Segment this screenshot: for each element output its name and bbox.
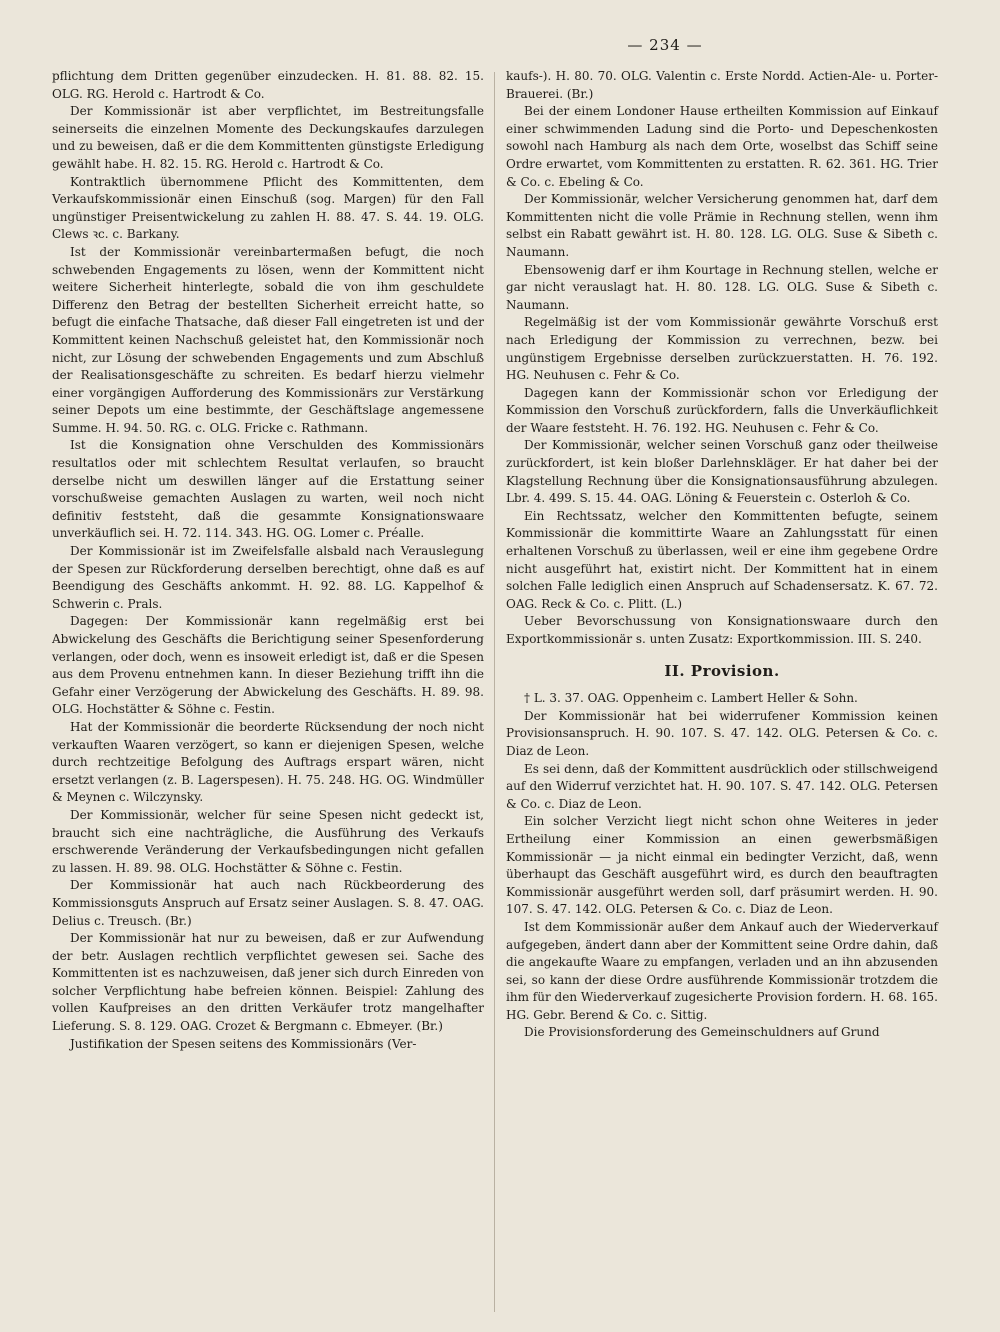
column-divider: [494, 72, 495, 1312]
paragraph: Regelmäßig ist der vom Kommissionär gewährte Vorschuß erst nach Erledigung der Kommission zu verrechnen, bezw. bei ungünstigem Ergebnisse derselben zurückzuerstatten. H. 76. 192. HG. Neuhusen c. Fehr & Co.: [506, 315, 938, 383]
paragraph: Ueber Bevorschussung von Konsignationswaare durch den Exportkommissionär s. unten Zusatz: Exportkommission. III. S. 240.: [506, 614, 938, 646]
paragraph: Ist die Konsignation ohne Verschulden des Kommissionärs resultatlos oder mit schlechtem Resultat verlaufen, so braucht derselbe nicht um deswillen länger auf die Erstattung seiner vorschußweise gemachten Auslagen zu warten, weil noch nicht definitiv feststeht, daß die gesammte Konsignationswaare unverkäuflich sei. H. 72. 114. 343. HG. OG. Lomer c. Préalle.: [52, 438, 484, 541]
section-heading: II. Provision.: [664, 661, 780, 680]
paragraph: Ebensowenig darf er ihm Kourtage in Rechnung stellen, welche er gar nicht verauslagt hat. H. 80. 128. LG. OLG. Suse & Sibeth c. Naumann.: [506, 262, 938, 312]
paragraph: Justifikation der Spesen seitens des Kommissionärs (Ver-: [70, 1036, 417, 1051]
paragraph: Der Kommissionär, welcher seinen Vorschuß ganz oder theilweise zurückfordert, ist kein bloßer Darlehnskläger. Er hat daher bei der Klagstellung Rechnung über die Konsignationsausführung abzulegen. Lbr. 4. 499. S. 15. 44. OAG. Löning & Feuerstein c. Osterloh & Co.: [506, 438, 938, 506]
paragraph: Ist dem Kommissionär außer dem Ankauf auch der Wiederverkauf aufgegeben, ändert dann aber der Kommittent seine Ordre dahin, daß die angekaufte Waare zu empfangen, verladen und an ihn abzusenden sei, so kann der diese Ordre ausführende Kommissionär trotzdem die ihm für den Wiederverkauf zugesicherte Provision fordern. H. 68. 165. HG. Gebr. Berend & Co. c. Sittig.: [506, 919, 938, 1022]
paragraph: Ein Rechtssatz, welcher den Kommittenten befugte, seinem Kommissionär die kommittirte Waare an Zahlungsstatt für einen erhaltenen Vorschuß zu überlassen, weil er eine ihm gegebene Ordre nicht ausgeführt hat, existirt nicht. Der Kommittent hat in einem solchen Falle lediglich einen Anspruch auf Schadensersatz. K. 67. 72. OAG. Reck & Co. c. Plitt. (L.): [506, 508, 938, 611]
paragraph: Bei der einem Londoner Hause ertheilten Kommission auf Einkauf einer schwimmenden Ladung sind die Porto- und Depeschenkosten sowohl nach Hamburg als nach dem Orte, woselbst das Schiff seine Ordre erwartet, vom Kommittenten zu erstatten. R. 62. 361. HG. Trier & Co. c. Ebeling & Co.: [506, 104, 938, 189]
paragraph: Die Provisionsforderung des Gemeinschuldners auf Grund: [524, 1025, 880, 1040]
paragraph: pflichtung dem Dritten gegenüber einzudecken. H. 81. 88. 82. 15. OLG. RG. Herold c. Hartrodt & Co.: [52, 69, 484, 101]
left-column: [52, 68, 484, 1053]
paragraph: Der Kommissionär, welcher Versicherung genommen hat, darf dem Kommittenten nicht die volle Prämie in Rechnung stellen, wenn ihm selbst ein Rabatt gewährt ist. H. 80. 128. LG. OLG. Suse & Sibeth c. Naumann.: [506, 192, 938, 259]
paragraph: Ist der Kommissionär vereinbartermaßen befugt, die noch schwebenden Engagements zu lösen, wenn der Kommittent nicht weitere Sicherheit hinterlegte, sobald die von ihm geschuldete Differenz den Betrag der bestellten Sicherheit erreicht hatte, so befugt die einfache Thatsache, daß dieser Fall eingetreten ist und der Kommittent keinen Nachschuß geleistet hat, den Kommissionär noch nicht, zur Lösung der schwebenden Engagements und zum Abschluß der Realisationsgeschäfte zu schreiten. Es bedarf hierzu vielmehr einer vorgängigen Aufforderung des Kommissionärs zur Verstärkung seiner Depots um eine bestimmte, der Geschäftslage angemessene Summe. H. 94. 50. RG. c. OLG. Fricke c. Rathmann.: [52, 244, 484, 435]
paragraph: Kontraktlich übernommene Pflicht des Kommittenten, dem Verkaufskommissionär einen Einschuß (sog. Margen) für den Fall ungünstiger Preisentwickelung zu zahlen H. 88. 47. S. 44. 19. OLG. Clews ꝛc. c. Barkany.: [52, 174, 484, 242]
paragraph: Der Kommissionär ist aber verpflichtet, im Bestreitungsfalle seinerseits die einzelnen Momente des Deckungskaufes darzulegen und zu beweisen, daß er die dem Kommittenten günstigste Erledigung gewählt habe. H. 82. 15. RG. Herold c. Hartrodt & Co.: [52, 104, 484, 171]
paragraph: kaufs-). H. 80. 70. OLG. Valentin c. Erste Nordd. Actien-Ale- u. Porter-Brauerei. (Br.): [506, 69, 938, 101]
paragraph: Ein solcher Verzicht liegt nicht schon ohne Weiteres in jeder Ertheilung einer Kommission an einen gewerbsmäßigen Kommissionär — ja nicht einmal ein bedingter Verzicht, daß, wenn überhaupt das Geschäft ausgeführt wird, es durch den beauftragten Kommissionär ausgeführt werden soll, darf präsumirt werden. H. 90. 107. S. 47. 142. OLG. Petersen & Co. c. Diaz de Leon.: [506, 814, 938, 917]
paragraph: Hat der Kommissionär die beorderte Rücksendung der noch nicht verkauften Waaren verzögert, so kann er diejenigen Spesen, welche durch rechtzeitige Befolgung des Auftrags erspart wären, nicht ersetzt verlangen (z. B. Lagerspesen). H. 75. 248. HG. OG. Windmüller & Meynen c. Wilczynsky.: [52, 719, 484, 805]
paragraph: † L. 3. 37. OAG. Oppenheim c. Lambert Heller & Sohn.: [524, 691, 858, 706]
page-number: — 234 —: [627, 36, 703, 54]
paragraph: Der Kommissionär hat auch nach Rückbeorderung des Kommissionsguts Anspruch auf Ersatz seiner Auslagen. S. 8. 47. OAG. Delius c. Treusch. (Br.): [52, 878, 484, 928]
paragraph: Der Kommissionär hat bei widerrufener Kommission keinen Provisionsanspruch. H. 90. 107. S. 47. 142. OLG. Petersen & Co. c. Diaz de Leon.: [506, 708, 938, 758]
paragraph: Der Kommissionär, welcher für seine Spesen nicht gedeckt ist, braucht sich eine nachträgliche, die Ausführung des Verkaufs erschwerende Veränderung der Verkaufsbedingungen nicht gefallen zu lassen. H. 89. 98. OLG. Hochstätter & Söhne c. Festin.: [52, 807, 484, 875]
paragraph: Der Kommissionär hat nur zu beweisen, daß er zur Aufwendung der betr. Auslagen rechtlich verpflichtet gewesen sei. Sache des Kommittenten ist es nachzuweisen, daß jener sich durch Einreden von solcher Verpflichtung habe befreien können. Beispiel: Zahlung des vollen Kaufpreises an den dritten Verkäufer trotz mangelhafter Lieferung. S. 8. 129. OAG. Crozet & Bergmann c. Ebmeyer. (Br.): [52, 931, 484, 1034]
right-column: [506, 68, 938, 1042]
paragraph: Es sei denn, daß der Kommittent ausdrücklich oder stillschweigend auf den Widerruf verzichtet hat. H. 90. 107. S. 47. 142. OLG. Petersen & Co. c. Diaz de Leon.: [506, 761, 938, 811]
paragraph: Dagegen kann der Kommissionär schon vor Erledigung der Kommission den Vorschuß zurückfordern, falls die Unverkäuflichkeit der Waare feststeht. H. 76. 192. HG. Neuhusen c. Fehr & Co.: [506, 385, 938, 435]
paragraph: Dagegen: Der Kommissionär kann regelmäßig erst bei Abwickelung des Geschäfts die Berichtigung seiner Spesenforderung verlangen, oder doch, wenn es insoweit erledigt ist, daß er die Spesen aus dem Provenu entnehmen kann. In dieser Beziehung trifft ihn die Gefahr einer Verzögerung der Abwickelung des Geschäfts. H. 89. 98. OLG. Hochstätter & Söhne c. Festin.: [52, 614, 484, 717]
paragraph: Der Kommissionär ist im Zweifelsfalle alsbald nach Verauslegung der Spesen zur Rückforderung derselben berechtigt, ohne daß es auf Beendigung des Geschäfts ankommt. H. 92. 88. LG. Kappelhof & Schwerin c. Prals.: [52, 544, 484, 611]
